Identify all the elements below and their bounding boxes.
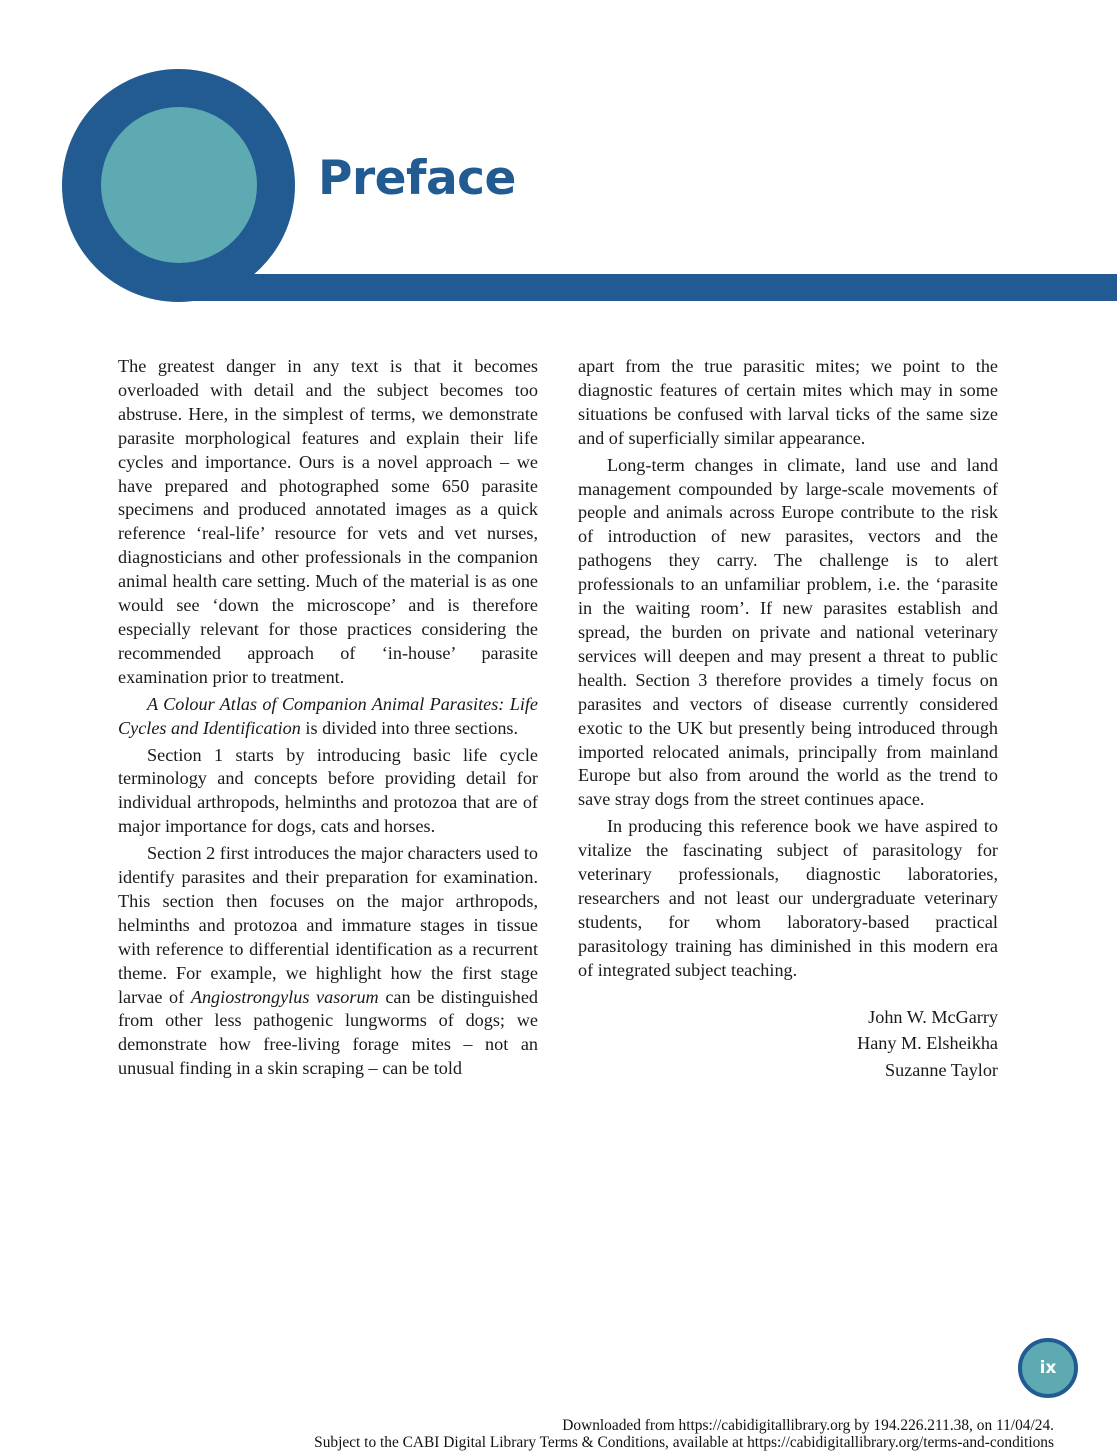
book-sections-text: is divided into three sections. <box>300 717 519 738</box>
author-signatures <box>578 1004 998 1084</box>
paragraph-section-3: Long-term changes in climate, land use and land management compounded by large-scale movements of people and animals across Europe contribute to the risk of introduction of new parasites, vectors and the pathogens they carry. The challenge is to alert professionals to an unfamiliar problem, i.e. the ‘parasite in the waiting room’. If new parasites establish and spread, the burden on private and national veterinary services will deepen and may present a threat to public health. Section 3 therefore provides a timely focus on parasites and vectors of disease currently considered exotic to the UK but presently being introduced through imported relocated animals, principally from mainland Europe but also from around the world as the trend to save stray dogs from the street continues apace. <box>578 454 998 810</box>
page-number-badge: ix <box>1018 1338 1078 1398</box>
paragraph-mites-continued: apart from the true parasitic mites; we point to the diagnostic features of certain mites which may in some situations be confused with larval ticks of the same size and of superficially similar appearance. <box>578 356 998 448</box>
paragraph-intro: The greatest danger in any text is that it becomes overloaded with detail and the subject becomes too abstruse. Here, in the simplest of terms, we demonstrate parasite morphological features and explain their life cycles and importance. Ours is a novel approach – we have prepared and photographed some 650 parasite specimens and produced annotated images as a quick reference ‘real-life’ resource for vets and vet nurses, diagnosticians and other professionals in the companion animal health care setting. Much of the material is as one would see ‘down the microscope’ and is therefore especially relevant for those practices considering the recommended approach of ‘in-house’ parasite examination prior to treatment. <box>118 356 538 687</box>
page-title: Preface <box>318 151 516 206</box>
author-name: Hany M. Elsheikha <box>857 1033 998 1054</box>
author-name: Suzanne Taylor <box>884 1060 998 1081</box>
paragraph-section-2 <box>118 842 538 1081</box>
download-notice <box>314 1417 1054 1451</box>
species-name: Angiostrongylus vasorum <box>190 986 379 1007</box>
terms-notice-line: Subject to the CABI Digital Library Terms & Conditions, available at https://cabidigitallibrary.org/terms-and-conditions <box>314 1434 1054 1451</box>
paragraph-section-1: Section 1 starts by introducing basic life cycle terminology and concepts before providing detail for individual arthropods, helminths and protozoa that are of major importance for dogs, cats and horses. <box>118 744 538 837</box>
paragraph-aspiration: In producing this reference book we have aspired to vitalize the fascinating subject of parasitology for veterinary professionals, diagnostic laboratories, researchers and not least our undergraduate veterinary students, for whom laboratory-based practical parasitology training has diminished in this modern era of integrated subject teaching. <box>578 816 998 980</box>
paragraph-book-sections <box>118 693 538 741</box>
author-name: John W. McGarry <box>868 1006 998 1027</box>
header-circle-graphic <box>101 107 257 263</box>
section-2-text-end: can be distinguished from other less pathogenic lungworms of dogs; we demonstrate how free-living forage mites – not an unusual finding in a skin scraping – can be told <box>118 986 538 1079</box>
download-notice-line: Downloaded from https://cabidigitallibrary.org by 194.226.211.38, on 11/04/24. <box>562 1417 1054 1434</box>
left-column <box>118 355 538 1084</box>
section-2-text-start: Section 2 first introduces the major characters used to identify parasites and their preparation for examination. This section then focuses on the major arthropods, helminths and protozoa and immature stages in tissue with reference to differential identification as a recurrent theme. For example, we highlight how the first stage larvae of <box>118 843 538 1007</box>
right-column <box>578 355 998 1084</box>
book-title: A Colour Atlas of Companion Animal Parasites: Life Cycles and Identification <box>118 693 538 738</box>
header-band <box>175 274 1117 301</box>
